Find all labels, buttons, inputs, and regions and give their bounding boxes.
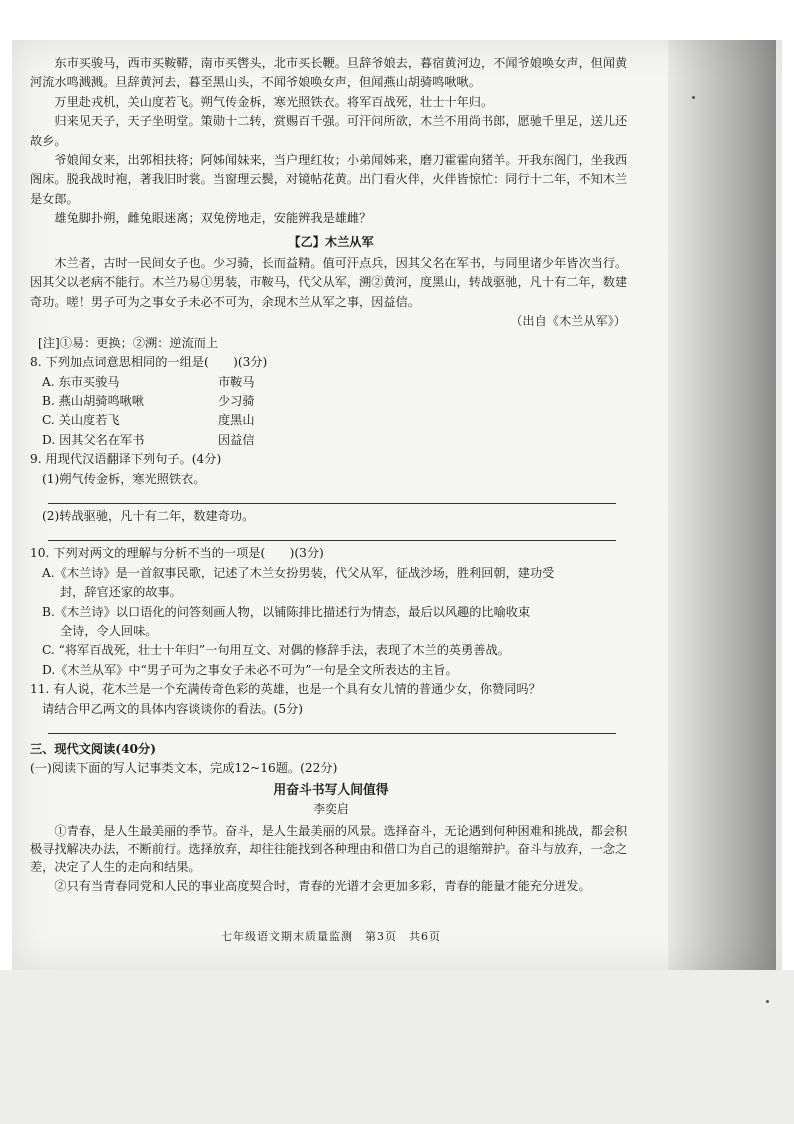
question-9-stem: 9. 用现代汉语翻译下列句子。(4分) <box>30 452 222 467</box>
question-10-option-b: B.《木兰诗》以口语化的问答刻画人物，以铺陈排比描述行为情态，最后以风趣的比喻收束 全诗，令人回味。 <box>42 604 531 638</box>
passage-yi <box>30 233 632 353</box>
question-9 <box>30 450 632 541</box>
passage-yi-source: （出自《木兰从军》） <box>510 314 626 329</box>
question-10-option-c: C. “将军百战死，壮士十年归”一句用互文、对偶的修辞手法，表现了木兰的英勇善战。 <box>42 643 510 658</box>
article-author: 李奕启 <box>313 802 349 817</box>
passage-jia-line-3: 归来见天子，天子坐明堂。策勋十二转，赏赐百千强。可汗问所欲，木兰不用尚书郎，愿驰千里足，送儿还故乡。 <box>30 114 628 148</box>
question-11-line-1: 11. 有人说，花木兰是一个充满传奇色彩的英雄，也是一个具有女儿情的普通少女，你赞同吗？ <box>30 682 541 697</box>
question-9-sentence-2: (2)转战驱驰，凡十有二年，数建奇功。 <box>42 508 255 523</box>
article-paragraph-1: ①青春，是人生最美丽的季节。奋斗，是人生最美丽的风景。选择奋斗，无论遇到何种困难和挑战，都会积极寻找解决办法，不断前行。选择放弃，却往往能找到各种理由和借口为自己的退缩辩护。奋斗与放弃，一念之差，决定了人生的走向和结果。 <box>30 823 628 875</box>
article-title: 用奋斗书写人间值得 <box>273 782 389 798</box>
question-10-stem: 10. 下列对两文的理解与分析不当的一项是( )(3分) <box>30 546 324 561</box>
page-footer: 七年级语文期末质量监测 第3页 共6页 <box>221 930 441 943</box>
question-11 <box>30 680 632 734</box>
passage-jia <box>30 54 632 229</box>
section-3-heading: 三、现代文阅读(40分) <box>30 742 156 756</box>
scan-speck <box>766 1000 769 1003</box>
article-paragraph-2: ②只有当青春同党和人民的事业高度契合时，青春的光谱才会更加多彩，青春的能量才能充分迸发。 <box>54 878 591 893</box>
section-3 <box>30 740 632 895</box>
question-10-option-d: D.《木兰从军》中“男子可为之事女子未必不可为”一句是全文所表达的主旨。 <box>42 662 458 677</box>
answer-line[interactable] <box>48 489 616 504</box>
question-8-option-a: A. 东市买骏马 市鞍马 <box>42 374 255 389</box>
scan-speck <box>692 96 695 99</box>
section-3-subheading: (一)阅读下面的写人记事类文本，完成12~16题。(22分) <box>30 761 338 776</box>
question-8-option-d: D. 因其父名在军书 因益信 <box>42 432 255 447</box>
question-11-line-2: 请结合甲乙两文的具体内容谈谈你的看法。(5分) <box>42 701 304 716</box>
question-10-option-a: A.《木兰诗》是一首叙事民歌，记述了木兰女扮男装，代父从军，征战沙场，胜利回朝，建功受 封，辞官还家的故事。 <box>42 565 555 600</box>
question-8-option-b: B. 燕山胡骑鸣啾啾 少习骑 <box>42 393 255 408</box>
background-paper <box>0 970 794 1124</box>
passage-jia-line-1: 东市买骏马，西市买鞍鞯，南市买辔头，北市买长鞭。旦辞爷娘去，暮宿黄河边，不闻爷娘唤女声，但闻黄河流水鸣溅溅。旦辞黄河去，暮至黑山头，不闻爷娘唤女声，但闻燕山胡骑鸣啾啾。 <box>30 56 628 90</box>
question-10 <box>30 544 632 680</box>
answer-line[interactable] <box>48 526 616 541</box>
passage-yi-text: 木兰者，古时一民间女子也。少习骑，长而益精。值可汗点兵，因其父名在军书，与同里诸少年皆次当行。因其父以老病不能行。木兰乃易①男装，市鞍马，代父从军，溯②黄河，度黑山，转战驱驰，凡十有二年，数建奇功。嗟！男子可为之事女子未必不可为，余现木兰从军之事，因益信。 <box>30 256 628 309</box>
question-8 <box>30 353 632 450</box>
passage-jia-line-5: 雄兔脚扑朔，雌兔眼迷离；双兔傍地走，安能辨我是雄雌？ <box>54 211 372 226</box>
question-9-sentence-1: (1)朔气传金柝，寒光照铁衣。 <box>42 471 206 486</box>
answer-line[interactable] <box>48 719 616 734</box>
passage-jia-line-2: 万里赴戎机，关山度若飞。朔气传金柝，寒光照铁衣。将军百战死，壮士十年归。 <box>54 94 494 109</box>
exam-page <box>30 54 632 924</box>
question-8-stem: 8. 下列加点词意思相同的一组是( )(3分) <box>30 355 268 370</box>
passage-yi-title: 【乙】木兰从军 <box>288 234 374 249</box>
question-8-option-c: C. 关山度若飞 度黑山 <box>42 413 255 428</box>
passage-yi-note: [注]①易：更换；②溯：逆流而上 <box>38 335 219 350</box>
passage-jia-line-4: 爷娘闻女来，出郭相扶将；阿姊闻妹来，当户理红妆；小弟闻姊来，磨刀霍霍向猪羊。开我东阁门，坐我西阁床。脱我战时袍，著我旧时裳。当窗理云鬓，对镜帖花黄。出门看火伴，火伴皆惊忙：同行十二年，不知木兰是女郎。 <box>30 153 628 206</box>
